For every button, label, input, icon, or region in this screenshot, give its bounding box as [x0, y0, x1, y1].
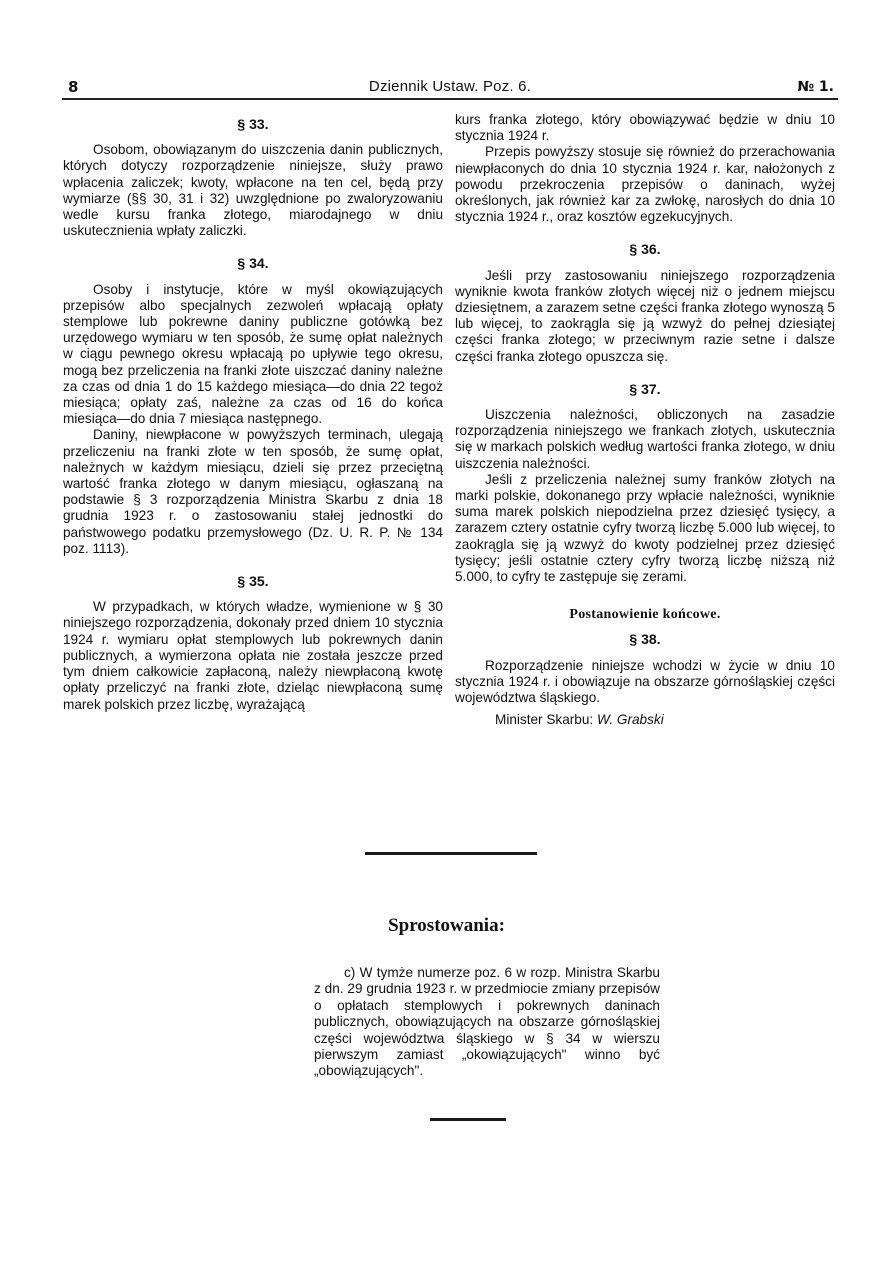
end-divider: [430, 1118, 506, 1121]
final-provisions-heading: Postanowienie końcowe.: [569, 607, 721, 623]
section-37-paragraph-1: Uiszczenia należności, obliczonych na zasadzie rozporządzenia niniejszego we frankach złotych, uskutecznia się w markach polskich według wartości franka złotego, w dniu uiszczenia należności.: [455, 407, 835, 471]
section-38-paragraph: Rozporządzenie niniejsze wchodzi w życie w dniu 10 stycznia 1924 r. i obowiązuje na obszarze górnośląskiej części województwa śląskiego.: [455, 657, 835, 706]
left-column: [63, 112, 443, 713]
signature-name: W. Grabski: [597, 712, 664, 728]
section-36-paragraph: Jeśli przy zastosowaniu niniejszego rozporządzenia wyniknie kwota franków złotych więcej niż o jednem miejscu dziesiętnem, a zarazem setne części franka złotego wynoszą 5 lub więcej, to zaokrągla się ją wzwyż do pełnej dziesiątej części franka złotego; w przeciwnym razie setne i dalsze części franka złotego opuszcza się.: [455, 267, 835, 364]
section-35-continuation: kurs franka złotego, który obowiązywać będzie w dniu 10 stycznia 1924 r.: [455, 112, 835, 144]
corrections-body: [314, 965, 660, 1080]
section-33-paragraph: Osobom, obowiązanym do uiszczenia danin publicznych, których dotyczy rozporządzenie niniejsze, służy prawo wpłacenia zaliczek; kwoty, wpłacone na ten cel, będą przy wymiarze (§§ 30, 31 i 32) uwzględnione po zwaloryzowaniu wedle kursu franka złotego, miarodajnego w dniu uskutecznienia wpłaty zaliczki.: [63, 142, 443, 239]
signature: [455, 712, 835, 728]
section-heading-36: § 36.: [629, 241, 661, 258]
section-34-paragraph-2: Daniny, niewpłacone w powyższych terminach, ulegają przeliczeniu na franki złote w ten sposób, że sumę opłat, należnych w każdym miesiącu, dzieli się przez przeciętną wartość franka złotego w danym miesiącu, ogłaszaną na podstawie § 3 rozporządzenia Ministra Skarbu z dnia 18 grudnia 1923 r. o zastosowaniu stałej jednostki do państwowego podatku przemysłowego (Dz. U. R. P. № 134 poz. 1113).: [63, 427, 443, 556]
corrections-title: Sprostowania:: [388, 915, 505, 936]
page-number: 8: [68, 78, 79, 96]
section-35-paragraph: W przypadkach, w których władze, wymienione w § 30 niniejszego rozporządzenia, dokonały przed dniem 10 stycznia 1924 r. wymiaru opłat stemplowych lub pokrewnych danin publicznych, a wymierzona opłata nie została jeszcze przed tym dniem całkowicie zapłaconą, należy niewpłaconą kwotę opłaty przeliczyć na franki złote, dzieląc niewpłaconą sumę marek polskich przez liczbę, wyrażającą: [63, 599, 443, 712]
section-divider: [365, 852, 537, 855]
section-heading-34: § 34.: [237, 255, 269, 272]
journal-title: Dziennik Ustaw. Poz. 6.: [368, 78, 532, 95]
section-35-paragraph-2: Przepis powyższy stosuje się również do przerachowania niewpłaconych do dnia 10 stycznia 1924 r. kar, nałożonych z powodu przekroczenia przepisów o daninach, wyżej określonych, jak również kar za zwłokę, narosłych do dnia 10 stycznia 1924 r., oraz kosztów egzekucyjnych.: [455, 144, 835, 225]
issue-number: № 1.: [797, 79, 834, 95]
correction-item-c: c) W tymże numerze poz. 6 w rozp. Ministra Skarbu z dn. 29 grudnia 1923 r. w przedmiocie zmiany przepisów o opłatach stemplowych i pokrewnych daninach publicznych, obowiązujących na obszarze górnośląskiej części województwa śląskiego w § 34 w wierszu pierwszym zamiast „okowiązujących" winno być „obowiązujących".: [314, 965, 660, 1079]
section-heading-37: § 37.: [629, 380, 661, 397]
section-34-paragraph-1: Osoby i instytucje, które w myśl okowiązujących przepisów albo specjalnych zezwoleń wpłacają opłaty stemplowe lub pokrewne daniny publiczne gotówką bez urzędowego wymiaru w ten sposób, że sumę opłat należnych w ciągu pewnego okresu wpłacają po upływie tego okresu, mogą bez przeliczenia na franki złote uiszczać daniny należne za czas od dnia 1 do 15 każdego miesiąca—do dnia 22 tegoż miesiąca; opłaty zaś, należne za czas od 16 do końca miesiąca—do dnia 7 miesiąca następnego.: [63, 281, 443, 427]
right-column: [455, 112, 835, 742]
section-heading-38: § 38.: [629, 631, 661, 648]
header-rule: [62, 98, 838, 100]
section-heading-35: § 35.: [237, 573, 269, 590]
page-header: [62, 77, 838, 97]
section-37-paragraph-2: Jeśli z przeliczenia należnej sumy franków złotych na marki polskie, dokonanego przy wpłacie należności, wyniknie suma marek polskich niepodzielna przez dziesięć tysięcy, a zarazem cztery ostatnie cyfry tworzą liczbę 5.000 lub więcej, to zaokrągla się ją wzwyż do kwoty podzielnej przez dziesięć tysięcy; jeśli ostatnie cztery cyfry tworzą liczbę niższą niż 5.000, to cyfry te zastępuje się zerami.: [455, 471, 835, 585]
section-heading-33: § 33.: [237, 116, 269, 132]
signature-role: Minister Skarbu:: [495, 712, 594, 728]
